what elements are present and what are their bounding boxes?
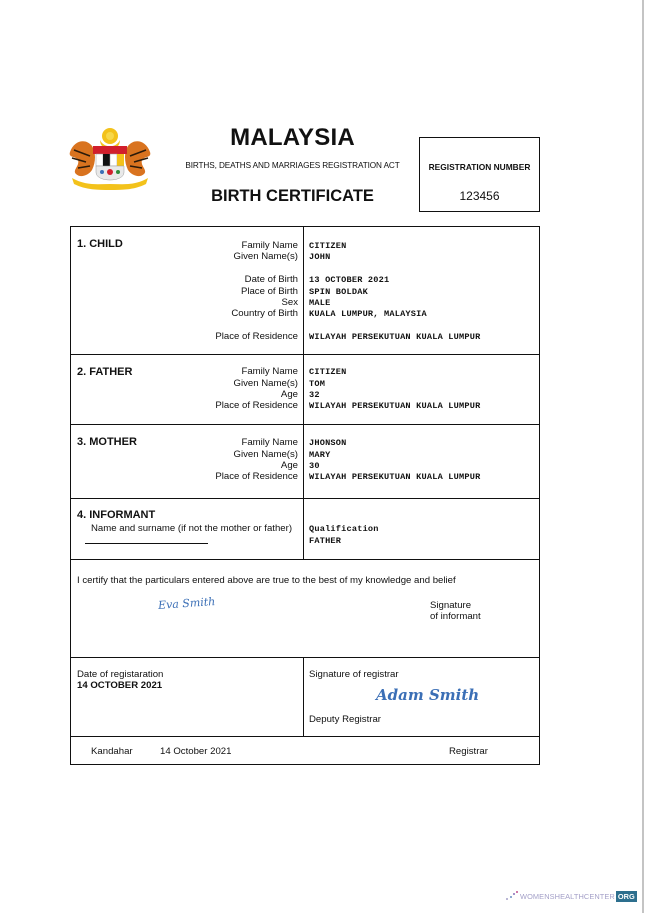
- father-place-of-residence: WILAYAH PERSEKUTUAN KUALA LUMPUR: [309, 401, 481, 411]
- field-label: Place of Residence: [215, 471, 298, 482]
- page-edge-line: [642, 0, 644, 913]
- informant-section-title: 4. INFORMANT: [77, 509, 156, 521]
- mother-family-name: JHONSON: [309, 438, 347, 448]
- child-country-of-birth: KUALA LUMPUR, MALAYSIA: [309, 309, 427, 319]
- mother-section-title: 3. MOTHER: [77, 436, 137, 448]
- country-title: MALAYSIA: [230, 124, 355, 151]
- informant-name-label: Name and surname (if not the mother or father): [91, 523, 293, 534]
- child-place-of-birth: SPIN BOLDAK: [309, 287, 368, 297]
- mother-given-names: MARY: [309, 450, 331, 460]
- issuance-row: [71, 737, 539, 764]
- field-label: Country of Birth: [231, 308, 298, 319]
- field-label: Given Name(s): [233, 251, 298, 262]
- field-label: Family Name: [241, 240, 298, 251]
- certification-section: [71, 560, 539, 658]
- issue-date: 14 October 2021: [160, 746, 232, 757]
- field-label: Age: [280, 460, 298, 471]
- field-label: Given Name(s): [233, 378, 298, 389]
- registration-date-value: 14 OCTOBER 2021: [77, 680, 163, 691]
- field-label: Place of Birth: [240, 286, 298, 297]
- signature-label-line1: Signature: [430, 600, 472, 611]
- registrar-label: Registrar: [449, 746, 488, 757]
- father-given-names: TOM: [309, 379, 326, 389]
- signature-label-line2: of informant: [430, 611, 481, 622]
- registration-date-label: Date of registaration: [77, 669, 164, 680]
- field-label: Given Name(s): [233, 449, 298, 460]
- father-age: 32: [309, 390, 320, 400]
- informant-name-blank-line: [85, 543, 208, 544]
- child-sex: MALE: [309, 298, 331, 308]
- field-label: Place of Residence: [215, 331, 298, 342]
- field-label: Date of Birth: [244, 274, 298, 285]
- child-section-title: 1. CHILD: [77, 238, 123, 250]
- father-section-title: 2. FATHER: [77, 366, 133, 378]
- registration-number-label: REGISTRATION NUMBER: [428, 162, 531, 172]
- watermark-text: WOMENSHEALTHCENTER: [520, 891, 615, 901]
- registration-number-value: 123456: [459, 189, 500, 203]
- field-label: Age: [280, 389, 298, 400]
- certification-statement: I certify that the particulars entered above are true to the best of my knowledge and belief: [77, 575, 456, 586]
- watermark-org-badge: ORG: [617, 891, 635, 901]
- field-label: Sex: [281, 297, 298, 308]
- child-family-name: CITIZEN: [309, 241, 347, 251]
- field-label: Family Name: [241, 437, 298, 448]
- child-given-names: JOHN: [309, 252, 331, 262]
- mother-place-of-residence: WILAYAH PERSEKUTUAN KUALA LUMPUR: [309, 472, 481, 482]
- issue-place: Kandahar: [91, 746, 133, 757]
- registration-number-box: [419, 137, 540, 212]
- informant-section: [71, 499, 539, 560]
- mother-age: 30: [309, 461, 320, 471]
- child-section: [71, 227, 539, 355]
- registration-details-section: [71, 658, 539, 737]
- child-place-of-residence: WILAYAH PERSEKUTUAN KUALA LUMPUR: [309, 332, 481, 342]
- qualification-value: FATHER: [309, 536, 342, 546]
- child-date-of-birth: 13 OCTOBER 2021: [309, 275, 390, 285]
- coat-of-arms-icon: [66, 126, 154, 192]
- father-family-name: CITIZEN: [309, 367, 347, 377]
- certificate-table: [70, 226, 540, 765]
- field-label: Family Name: [241, 366, 298, 377]
- document-title: BIRTH CERTIFICATE: [211, 187, 374, 205]
- registrar-signature: Adam Smith: [376, 686, 480, 704]
- watermark-dots-icon: [506, 891, 518, 901]
- registration-act-subtitle: BIRTHS, DEATHS AND MARRIAGES REGISTRATION ACT: [185, 161, 400, 170]
- watermark: [506, 889, 637, 903]
- registrar-signature-label: Signature of registrar: [309, 669, 399, 680]
- deputy-registrar-label: Deputy Registrar: [309, 714, 381, 725]
- informant-signature: Eva Smith: [157, 595, 216, 612]
- father-section: [71, 355, 539, 425]
- mother-section: [71, 425, 539, 499]
- field-label: Place of Residence: [215, 400, 298, 411]
- qualification-label: Qualification: [309, 524, 379, 534]
